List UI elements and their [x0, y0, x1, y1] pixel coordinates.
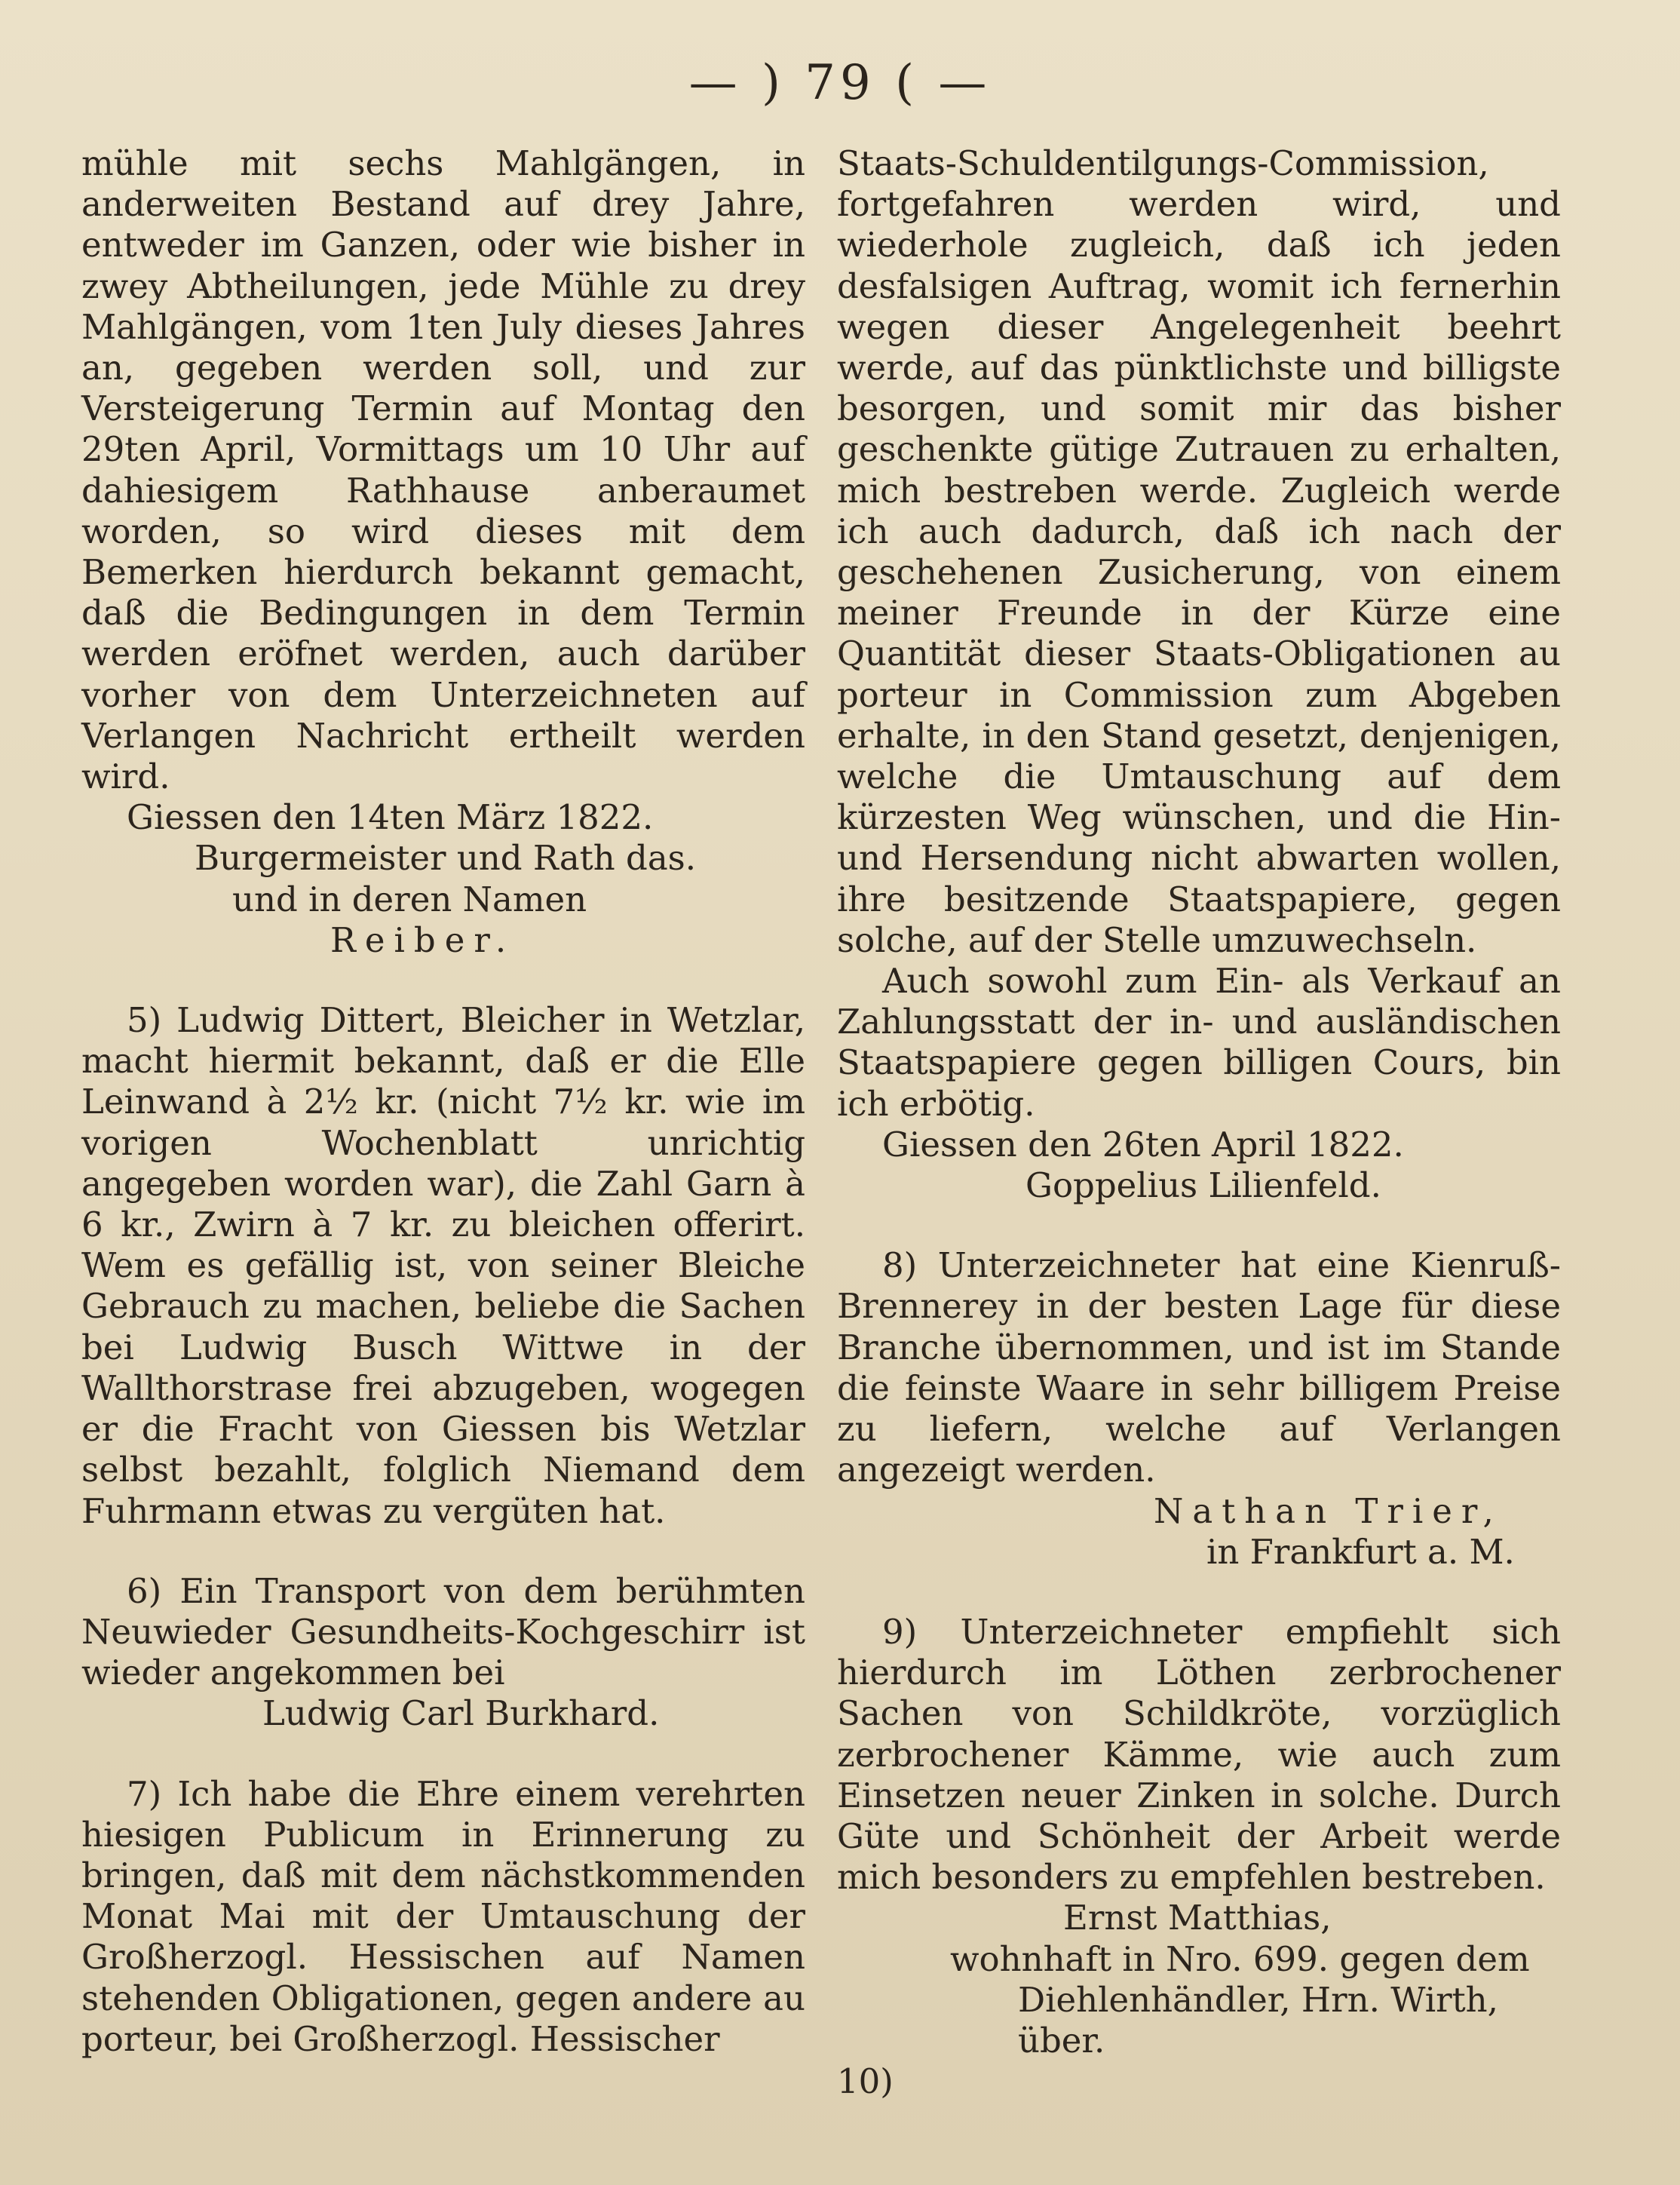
notice-mill-lease: mühle mit sechs Mahlgängen, in anderweiten Bestand auf drey Jahre, entweder im Ganzen, oder wie bisher in zwey Abtheilungen, jede Mühle zu drey Mahlgängen, vom 1ten July dieses Jahres an, gegeben werden soll, und zur Versteigerung Termin auf Montag den 29ten April, Vormittags um 10 Uhr auf dahiesigem Rathhause anberaumet worden, so wird dieses mit dem Bemerken hierdurch bekannt gemacht, daß die Bedingungen in dem Termin werden eröfnet werden, auch darüber vorher von dem Unterzeichneten auf Verlangen Nachricht ertheilt werden wird. — [81, 143, 805, 797]
item-8-soot-notice: 8) Unterzeichneter hat eine Kienruß-Brennerey in der besten Lage für diese Branche übernommen, und ist im Stande die feinste Waare in sehr billigem Preise zu liefern, welche auf Verlangen angezeigt werden. — [837, 1245, 1561, 1490]
item-9-repair-notice: 9) Unterzeichneter empfiehlt sich hierdurch im Löthen zerbrochener Sachen von Schildkröte, vorzüglich zerbrochener Kämme, wie auch zum Einsetzen neuer Zinken in solche. Durch Güte und Schönheit der Arbeit werde mich besonders zu empfehlen bestreben. — [837, 1611, 1561, 1898]
notice-signature-council: Burgermeister und Rath das. — [195, 838, 697, 879]
item-7-trade-paragraph: Auch sowohl zum Ein- als Verkauf an Zahlungsstatt der in- und ausländischen Staatspapiere gegen billigen Cours, bin ich erbötig. — [837, 961, 1561, 1124]
item-6-cookware-notice: 6) Ein Transport von dem berühmten Neuwieder Gesundheits-Kochgeschirr ist wieder angekommen bei — [81, 1570, 805, 1693]
right-column — [837, 143, 1561, 2102]
page-number-header: — ) 79 ( — — [688, 55, 992, 111]
catchword: 10) — [837, 2061, 894, 2102]
item-7-date: Giessen den 26ten April 1822. — [882, 1124, 1404, 1165]
item-9-signature-name: Ernst Matthias, — [1063, 1898, 1332, 1938]
notice-date: Giessen den 14ten März 1822. — [127, 797, 654, 838]
item-7-bonds-continued: Staats-Schuldentilgungs-Commission, fortgefahren werden wird, und wiederhole zugleich, daß ich jeden desfalsigen Auftrag, womit ich fernerhin wegen dieser Angelegenheit beehrt werde, auf das pünktlichste und billigste besorgen, und somit mir das bisher geschenkte gütige Zutrauen zu erhalten, mich bestreben werde. Zugleich werde ich auch dadurch, daß ich nach der geschehenen Zusicherung, von einem meiner Freunde in der Kürze eine Quantität dieser Staats-Obligationen au porteur in Commission zum Abgeben erhalte, in den Stand gesetzt, denjenigen, welche die Umtauschung auf dem kürzesten Weg wünschen, und die Hin- und Hersendung nicht abwarten wollen, ihre besitzende Staatspapiere, gegen solche, auf der Stelle umzuwechseln. — [837, 143, 1561, 960]
item-5-bleacher-notice: 5) Ludwig Dittert, Bleicher in Wetzlar, macht hiermit bekannt, daß er die Elle Leinwand à 2½ kr. (nicht 7½ kr. wie im vorigen Wochenblatt unrichtig angegeben worden war), die Zahl Garn à 6 kr., Zwirn à 7 kr. zu bleichen offerirt. Wem es gefällig ist, von seiner Bleiche Gebrauch zu machen, beliebe die Sachen bei Ludwig Busch Wittwe in der Wallthorstrase frei abzugeben, wogegen er die Fracht von Giessen bis Wetzlar selbst bezahlt, folglich Niemand dem Fuhrmann etwas zu vergüten hat. — [81, 1000, 805, 1531]
item-6-signature: Ludwig Carl Burkhard. — [262, 1693, 660, 1734]
left-column — [81, 143, 805, 2060]
item-9-signature-address: wohnhaft in Nro. 699. gegen dem — [950, 1938, 1530, 1979]
notice-signature-on-behalf: und in deren Namen — [232, 879, 587, 919]
item-7-bonds-notice: 7) Ich habe die Ehre einem verehrten hiesigen Publicum in Erinnerung zu bringen, daß mit dem nächstkommenden Monat Mai mit der Umtauschung der Großherzogl. Hessischen auf Namen stehenden Obligationen, gegen andere au porteur, bei Großherzogl. Hessischer — [81, 1773, 805, 2059]
item-7-signature: Goppelius Lilienfeld. — [1025, 1165, 1381, 1206]
item-8-signature-name: Nathan Trier, — [1154, 1490, 1503, 1531]
item-9-signature-address-2: Diehlenhändler, Hrn. Wirth, — [1018, 1979, 1498, 2020]
item-8-signature-place: in Frankfurt a. M. — [1206, 1531, 1515, 1572]
item-9-signature-address-3: über. — [1018, 2020, 1105, 2061]
notice-signature-name: Reiber. — [330, 919, 516, 960]
